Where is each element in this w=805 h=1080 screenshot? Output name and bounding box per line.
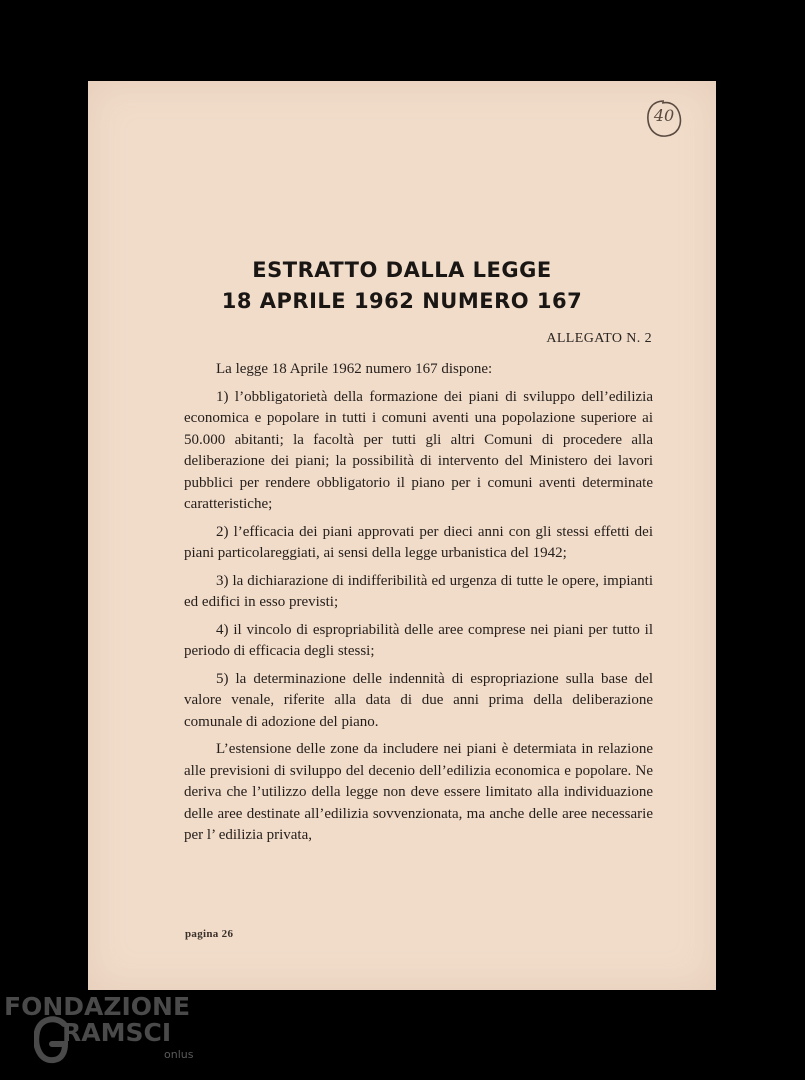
paragraph-point-2: 2) l’efficacia dei piani approvati per dieci anni con gli stessi effetti dei piani particolareggiati, ai sensi della legge urbanistica del 1942; [184, 523, 653, 561]
attachment-label: ALLEGATO N. 2 [546, 331, 652, 346]
paragraph-point-3: 3) la dichiarazione di indifferibilità ed urgenza di tutte le opere, impianti ed edifici in esso previsti; [184, 572, 653, 610]
paragraph-intro: La legge 18 Aprile 1962 numero 167 dispone: [216, 361, 493, 377]
paragraph-extension: L’estensione delle zone da includere nei piani è determiata in relazione alle previsioni di sviluppo del decenio dell’edilizia economica e popolare. Ne deriva che l’utilizzo della legge non deve essere limitato alla individuazione delle aree destinate all’edilizia sovvenzionata, ma anche delle aree necessarie per l’ edilizia privata, [184, 741, 653, 843]
paragraph-point-5: 5) la determinazione delle indennità di espropriazione sulla base del valore venale, riferite alla data di due anni prima della deliberazione comunale di adozione del piano. [184, 670, 653, 730]
page-number-footer: pagina 26 [185, 928, 234, 940]
paragraph-point-4: 4) il vincolo di espropriabilità delle aree comprese nei piani per tutto il periodo di efficacia degli stessi; [184, 621, 653, 659]
handwritten-number-text: 40 [653, 106, 675, 125]
document-body [184, 359, 653, 853]
watermark-line-2: RAMSCI [62, 1018, 172, 1047]
watermark-suffix: onlus [164, 1048, 194, 1061]
watermark-line-1: FONDAZIONE [4, 992, 191, 1021]
document-title-line-1: ESTRATTO DALLA LEGGE [252, 258, 552, 282]
fondazione-gramsci-watermark [4, 992, 204, 1072]
document-title-line-2: 18 APRILE 1962 NUMERO 167 [221, 289, 583, 313]
document-page [88, 81, 716, 990]
paragraph-point-1: 1) l’obbligatorietà della formazione dei piani di sviluppo dell’edilizia economica e popolare in tutti i comuni aventi una popolazione superiore ai 50.000 abitanti; la facoltà per tutti gli altri Comuni di procedere alla deliberazione dei piani; la possibilità di intervento del Ministero dei lavori pubblici per rendere obbligatorio il piano per i comuni aventi determinate caratteristiche; [184, 388, 653, 512]
handwritten-page-mark [644, 98, 684, 140]
